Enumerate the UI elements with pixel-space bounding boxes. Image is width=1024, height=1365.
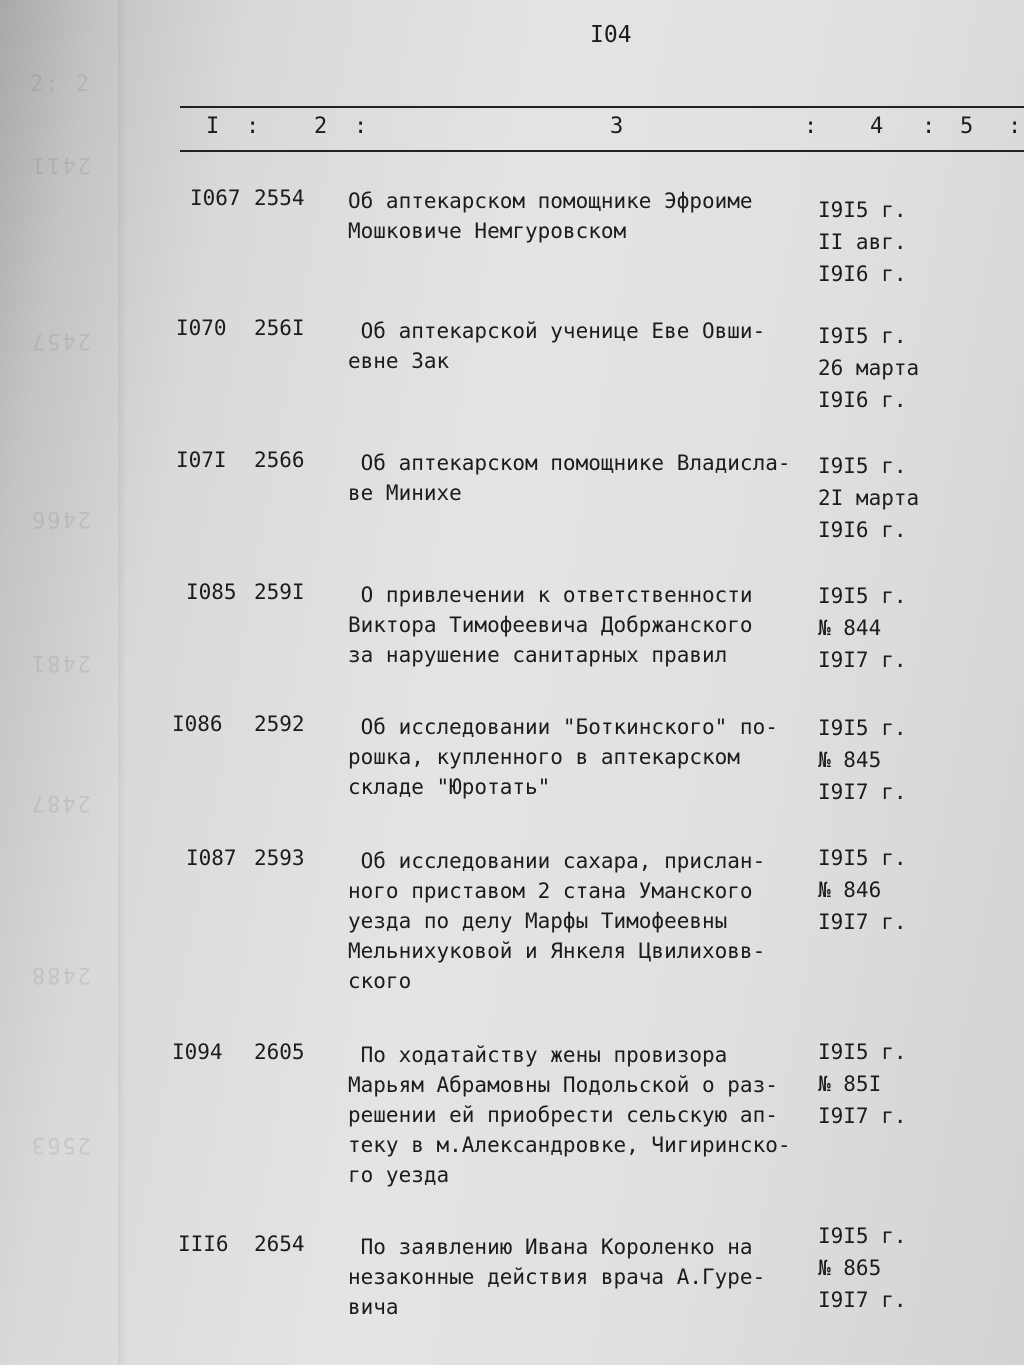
bleed-through-text: 2563 — [30, 1132, 91, 1157]
record-title-line: Виктора Тимофеевича Добржанского — [348, 613, 753, 637]
record-dates — [818, 580, 907, 676]
column-separator: : — [922, 114, 936, 139]
record-number: I094 — [172, 1040, 223, 1064]
record-title-line: Об аптекарской ученице Еве Овши- — [348, 319, 766, 343]
record-date-line: I9I5 г. — [818, 846, 907, 870]
record-title — [348, 846, 818, 996]
record-title-line: Об аптекарском помощнике Эфроиме — [348, 189, 753, 213]
record-title-line: складе "Юротать" — [348, 775, 551, 799]
record-title-line: ного приставом 2 стана Уманского — [348, 879, 753, 903]
record-number: I087 — [186, 846, 237, 870]
record-dates — [818, 450, 919, 546]
case-number: 256I — [254, 316, 305, 340]
record-date-line: II авг. — [818, 230, 907, 254]
record-title-line: По заявлению Ивана Короленко на — [348, 1235, 753, 1259]
record-number: I086 — [172, 712, 223, 736]
column-header: 4 — [870, 114, 884, 139]
record-title — [348, 712, 818, 802]
record-title-line: ского — [348, 969, 412, 993]
record-title-line: незаконные действия врача А.Гуре- — [348, 1265, 766, 1289]
header-top-rule — [180, 106, 1024, 108]
page-edge-shadow — [118, 0, 126, 1365]
record-date-line: I9I6 г. — [818, 388, 907, 412]
record-title-line: Мошковиче Немгуровском — [348, 219, 627, 243]
record-title-line: рошка, купленного в аптекарском — [348, 745, 740, 769]
record-date-line: I9I5 г. — [818, 1224, 907, 1248]
record-date-line: I9I5 г. — [818, 198, 907, 222]
record-title-line: Об исследовании "Боткинского" по- — [348, 715, 778, 739]
record-title-line: теку в м.Александровке, Чигиринско- — [348, 1133, 791, 1157]
record-date-line: I9I7 г. — [818, 648, 907, 672]
record-date-line: I9I5 г. — [818, 454, 907, 478]
record-dates — [818, 194, 907, 290]
record-date-line: I9I5 г. — [818, 324, 907, 348]
record-date-line: I9I5 г. — [818, 584, 907, 608]
case-number: 259I — [254, 580, 305, 604]
record-number: I070 — [176, 316, 227, 340]
case-number: 2566 — [254, 448, 305, 472]
bleed-through-text: 2411 — [30, 152, 91, 177]
column-header: 5 — [960, 114, 974, 139]
bleed-through-text: 2: 2 — [30, 72, 91, 97]
record-title-line: Мельнихуковой и Янкеля Цвилиховв- — [348, 939, 766, 963]
record-dates — [818, 1036, 907, 1132]
record-title-line: за нарушение санитарных правил — [348, 643, 728, 667]
record-dates — [818, 1220, 907, 1316]
bleed-through-text: 2457 — [30, 328, 91, 353]
record-date-line: 2I марта — [818, 486, 920, 510]
record-title-line: По ходатайству жены провизора — [348, 1043, 728, 1067]
record-number: I085 — [186, 580, 237, 604]
record-date-line: № 845 — [818, 748, 882, 772]
record-title-line: Марьям Абрамовны Подольской о раз- — [348, 1073, 778, 1097]
record-date-line: № 844 — [818, 616, 882, 640]
record-date-line: № 865 — [818, 1256, 882, 1280]
record-date-line: I9I7 г. — [818, 1104, 907, 1128]
bleed-through-text: 2481 — [30, 650, 91, 675]
column-separator: : — [1008, 114, 1022, 139]
bleed-through-text: 2488 — [30, 962, 91, 987]
column-separator: : — [354, 114, 368, 139]
record-date-line: I9I7 г. — [818, 780, 907, 804]
record-date-line: I9I6 г. — [818, 518, 907, 542]
header-bottom-rule — [180, 150, 1024, 152]
case-number: 2593 — [254, 846, 305, 870]
record-date-line: I9I6 г. — [818, 262, 907, 286]
record-dates — [818, 712, 907, 808]
column-separator: : — [246, 114, 260, 139]
case-number: 2654 — [254, 1232, 305, 1256]
record-date-line: I9I7 г. — [818, 910, 907, 934]
record-date-line: I9I5 г. — [818, 716, 907, 740]
record-title-line: вича — [348, 1295, 399, 1319]
record-title — [348, 448, 818, 508]
column-header: I — [206, 114, 220, 139]
record-title — [348, 1040, 818, 1190]
column-header: 2 — [314, 114, 328, 139]
record-title-line: евне Зак — [348, 349, 450, 373]
record-title — [348, 186, 818, 246]
record-title — [348, 580, 818, 670]
case-number: 2554 — [254, 186, 305, 210]
record-date-line: 26 марта — [818, 356, 920, 380]
record-dates — [818, 842, 907, 938]
record-title-line: ве Минихе — [348, 481, 462, 505]
column-header: 3 — [610, 114, 624, 139]
bleed-through-text: 2487 — [30, 790, 91, 815]
record-title-line: О привлечении к ответственности — [348, 583, 753, 607]
record-title-line: решении ей приобрести сельскую ап- — [348, 1103, 778, 1127]
record-title-line: го уезда — [348, 1163, 450, 1187]
record-date-line: № 846 — [818, 878, 882, 902]
record-title-line: уезда по делу Марфы Тимофеевны — [348, 909, 728, 933]
record-title — [348, 316, 818, 376]
record-dates — [818, 320, 919, 416]
record-date-line: I9I5 г. — [818, 1040, 907, 1064]
record-title-line: Об аптекарском помощнике Владисла- — [348, 451, 791, 475]
record-date-line: I9I7 г. — [818, 1288, 907, 1312]
case-number: 2605 — [254, 1040, 305, 1064]
case-number: 2592 — [254, 712, 305, 736]
column-separator: : — [804, 114, 818, 139]
bleed-through-text: 2466 — [30, 506, 91, 531]
record-title-line: Об исследовании сахара, прислан- — [348, 849, 766, 873]
record-date-line: № 85I — [818, 1072, 882, 1096]
record-title — [348, 1232, 818, 1322]
record-number: I07I — [176, 448, 227, 472]
page-number: I04 — [590, 22, 632, 48]
record-number: III6 — [178, 1232, 229, 1256]
record-number: I067 — [190, 186, 241, 210]
